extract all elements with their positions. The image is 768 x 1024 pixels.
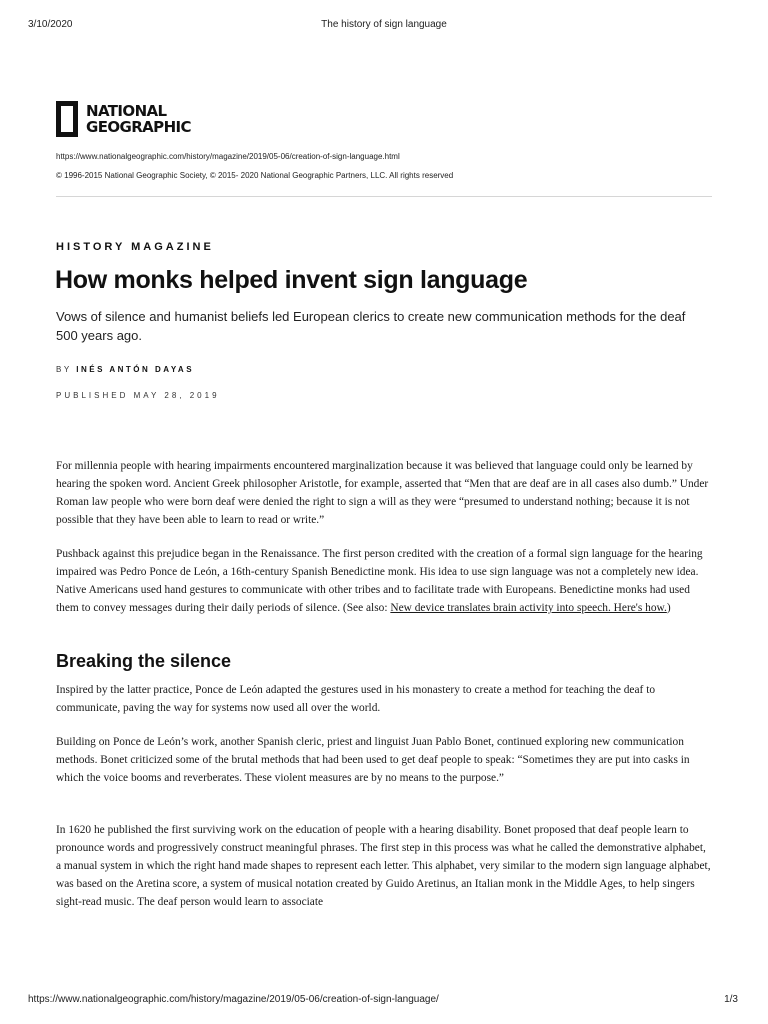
print-date: 3/10/2020: [28, 19, 73, 30]
article-title: How monks helped invent sign language: [55, 266, 528, 294]
source-url: https://www.nationalgeographic.com/history/magazine/2019/05-06/creation-of-sign-language.html: [56, 152, 400, 161]
paragraph-2: Pushback against this prejudice began in the Renaissance. The first person credited with the creation of a formal sign language for the hearing impaired was Pedro Ponce de León, a 16th-century Spanish Benedictine monk. His idea to use sign language was not a completely new idea. Native Americans used hand gestures to communicate with other tribes and to facilitate trade with Europeans. Benedictine monks had used them to convey messages during their daily periods of silence. (See also: New device translates brain activity into speech. Here's how.): [56, 548, 703, 614]
paragraph-3: Inspired by the latter practice, Ponce de León adapted the gestures used in his monastery to create a method for teaching the deaf to communicate, paving the way for systems now used all over the world.: [56, 684, 656, 714]
paragraph-1: For millennia people with hearing impairments encountered marginalization because it was believed that language could only be learned by hearing the spoken word. Ancient Greek philosopher Aristotle, for example, asserted that “Men that are deaf are in all cases also dumb.” Under Roman law people who were born deaf were denied the right to sign a will as they were “presumed to understand nothing; because it is not possible that they have been able to learn to read or write.”: [56, 460, 709, 526]
byline: BY INÉS ANTÓN DAYAS: [56, 365, 195, 374]
national-geographic-logo[interactable]: [56, 101, 191, 137]
author-name[interactable]: INÉS ANTÓN DAYAS: [76, 365, 195, 374]
published-date: PUBLISHED MAY 28, 2019: [56, 391, 220, 400]
paragraph-5: In 1620 he published the first surviving work on the education of people with a hearing disability. Bonet proposed that deaf people learn to pronounce words and progressively construct meaningful phrases. The first step in this process was what he called the demonstrative alphabet, a manual system in which the right hand made shapes to represent each letter. This alphabet, very similar to the modern sign language alphabet, was based on the Aretina score, a system of musical notation created by Guido Aretinus, an Italian monk in the Middle Ages, to help singers sight-read music. The deaf person would learn to associate: [56, 824, 711, 908]
paragraph-4: Building on Ponce de León’s work, another Spanish cleric, priest and linguist Juan Pablo Bonet, continued exploring new communication methods. Bonet criticized some of the brutal methods that had been used to get deaf people to speak: “Sometimes they are put into casks in which the voice booms and reverberates. These violent measures are by no means to the purpose.”: [56, 736, 690, 784]
print-page-title: The history of sign language: [321, 19, 447, 30]
print-footer: [0, 994, 768, 1008]
section-kicker[interactable]: HISTORY MAGAZINE: [56, 241, 214, 253]
page-number: 1/3: [724, 994, 738, 1005]
footer-url: https://www.nationalgeographic.com/history/magazine/2019/05-06/creation-of-sign-language/: [28, 994, 439, 1005]
print-header: [0, 19, 768, 33]
logo-wordmark: NATIONAL GEOGRAPHIC: [86, 102, 191, 136]
article-dek: Vows of silence and humanist beliefs led European clerics to create new communication methods for the deaf 500 years ago.: [56, 309, 686, 343]
header-divider: [56, 196, 712, 197]
copyright-notice: © 1996-2015 National Geographic Society, © 2015- 2020 National Geographic Partners, LLC. All rights reserved: [56, 171, 454, 180]
section-heading: Breaking the silence: [56, 651, 232, 671]
related-article-link[interactable]: New device translates brain activity into speech. Here's how.: [390, 602, 667, 614]
yellow-border-icon: [56, 101, 78, 137]
